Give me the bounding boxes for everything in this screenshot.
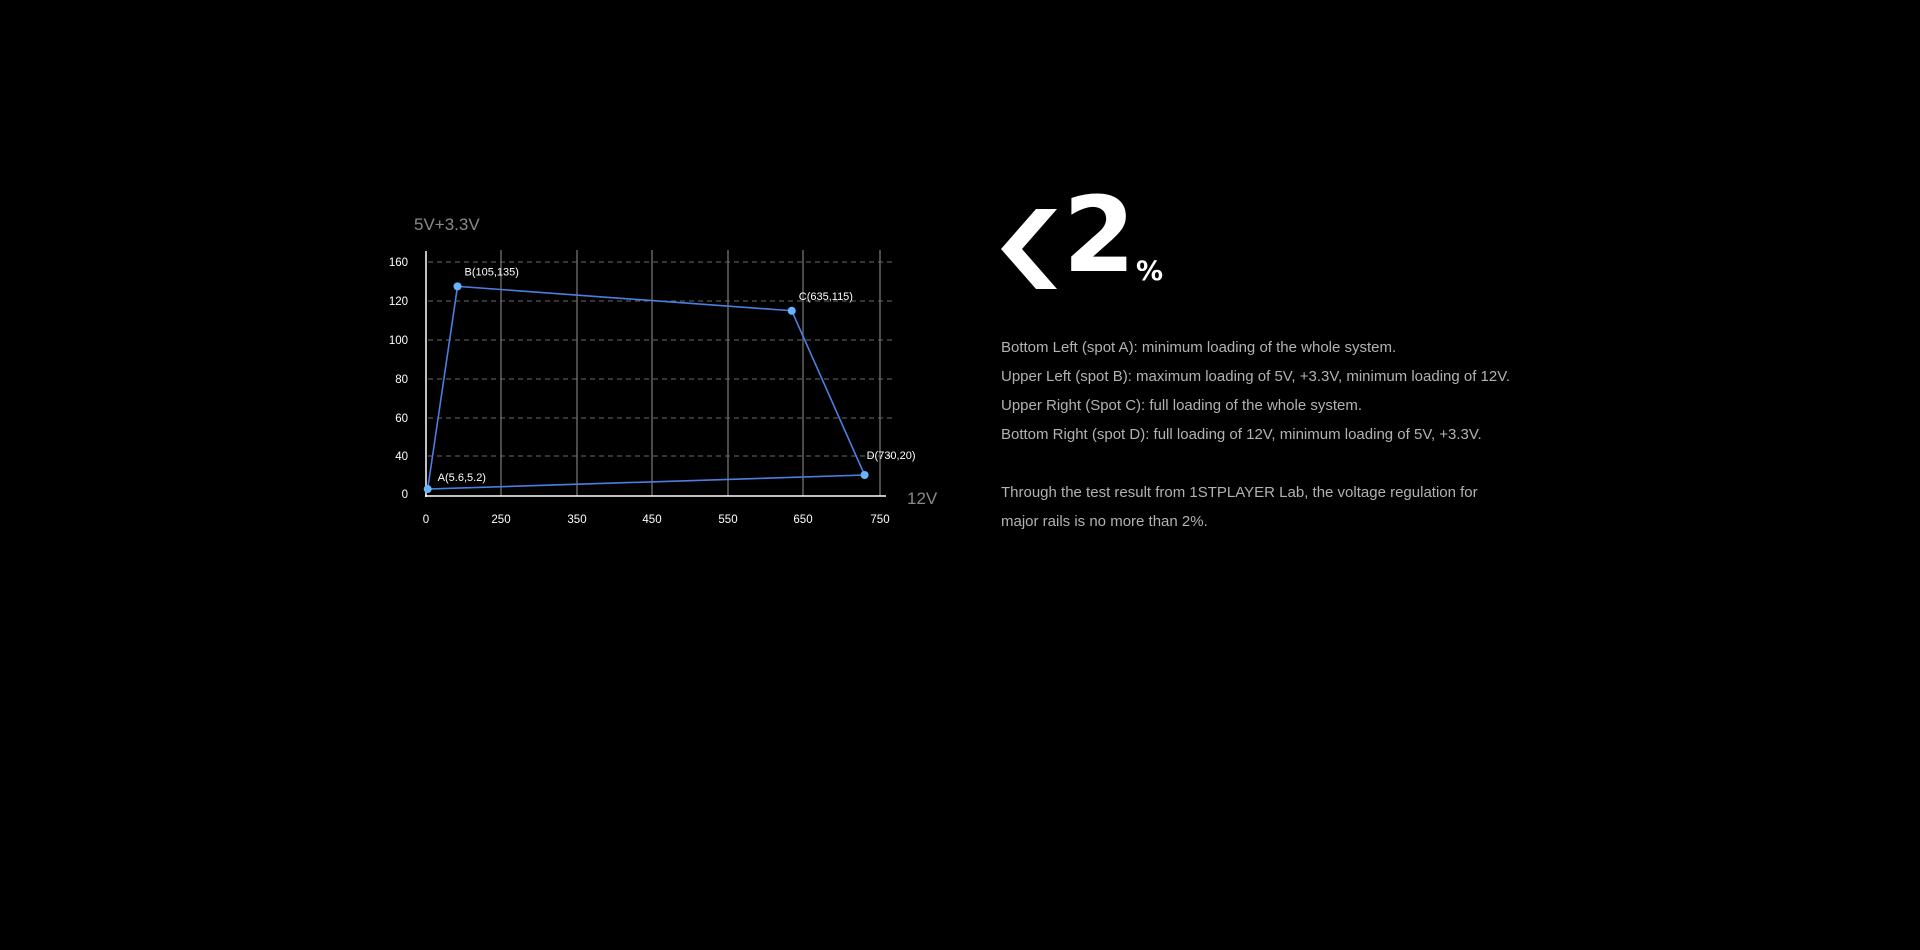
y-tick-label: 120	[388, 296, 408, 308]
left-chevron-icon	[1001, 209, 1057, 289]
x-tick-label: 450	[642, 514, 662, 526]
y-tick-label: 80	[395, 374, 408, 386]
summary-line-2: major rails is no more than 2%.	[1001, 513, 1208, 530]
data-point-label: C(635,115)	[798, 290, 853, 303]
data-point-label: B(105,135)	[464, 266, 519, 279]
y-tick-label: 40	[395, 451, 408, 463]
spot-descriptions	[1001, 333, 1510, 449]
info-panel	[1001, 174, 1561, 530]
spot-a-description: Bottom Left (spot A): minimum loading of the whole system.	[1001, 339, 1397, 356]
data-point	[454, 282, 462, 290]
data-point	[788, 307, 796, 315]
summary-text	[1001, 478, 1478, 536]
summary-line-1: Through the test result from 1STPLAYER Lab, the voltage regulation for	[1001, 484, 1478, 501]
data-point	[861, 471, 869, 479]
x-tick-label: 750	[870, 514, 890, 526]
regulation-headline	[1001, 174, 1561, 305]
y-axis-title: 5V+3.3V	[414, 215, 480, 234]
data-point-label: A(5.6,5.2)	[437, 472, 486, 485]
headline-unit: %	[1136, 256, 1164, 287]
spot-b-description: Upper Left (spot B): maximum loading of 5V, +3.3V, minimum loading of 12V.	[1001, 368, 1511, 385]
y-tick-label: 0	[401, 489, 408, 501]
data-point	[424, 485, 432, 493]
x-tick-label: 0	[422, 514, 430, 526]
y-tick-label: 100	[388, 335, 408, 347]
x-axis-title: 12V	[907, 489, 938, 508]
x-tick-label: 350	[567, 514, 587, 526]
series-line	[428, 286, 865, 489]
spot-c-description: Upper Right (Spot C): full loading of the whole system.	[1001, 397, 1363, 414]
y-tick-label: 60	[395, 413, 408, 425]
x-tick-label: 250	[491, 514, 511, 526]
voltage-regulation-chart	[0, 0, 960, 560]
headline-number: 2	[1063, 174, 1136, 296]
data-point-label: D(730,20)	[866, 450, 916, 462]
spot-d-description: Bottom Right (spot D): full loading of 12V, minimum loading of 5V, +3.3V.	[1001, 426, 1482, 443]
x-tick-label: 550	[718, 514, 738, 526]
x-tick-label: 650	[793, 514, 813, 526]
y-tick-label: 160	[388, 257, 408, 269]
